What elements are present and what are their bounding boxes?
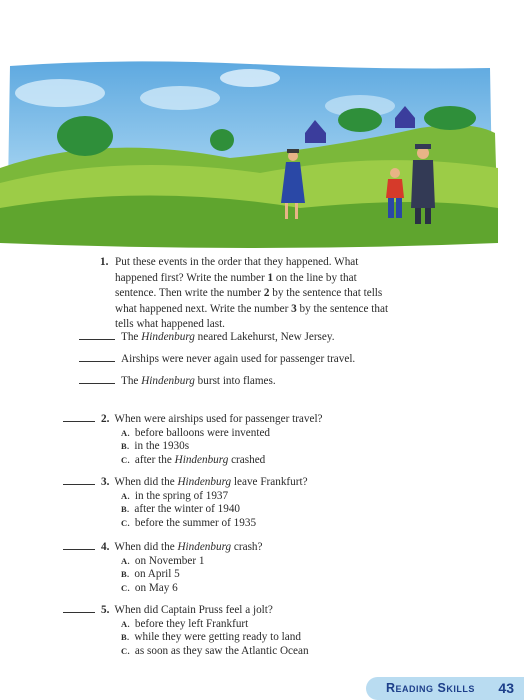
illustration bbox=[0, 58, 500, 258]
question-3 bbox=[63, 475, 308, 530]
option-b: B. after the winter of 1940 bbox=[121, 503, 241, 516]
answer-blank[interactable] bbox=[63, 603, 95, 613]
option-a: A. before they left Frankfurt bbox=[121, 617, 249, 630]
option-b: B. while they were getting ready to land bbox=[121, 631, 301, 644]
option-c: C. before the summer of 1935 bbox=[121, 516, 257, 529]
answer-blank[interactable] bbox=[79, 352, 115, 362]
option-c: C. as soon as they saw the Atlantic Ocean bbox=[121, 644, 309, 657]
question-number: 1. bbox=[100, 256, 109, 268]
option-a: A. on November 1 bbox=[121, 554, 205, 567]
question-line: 4. When did the Hindenburg crash? bbox=[63, 540, 263, 555]
question-5 bbox=[63, 603, 309, 658]
question-1 bbox=[100, 255, 400, 333]
footer-tab bbox=[366, 677, 524, 700]
answer-blank[interactable] bbox=[63, 475, 95, 485]
option-b: B. in the 1930s bbox=[121, 440, 190, 453]
answer-blank[interactable] bbox=[79, 330, 115, 340]
page-number: 43 bbox=[498, 680, 514, 696]
question-line: 5. When did Captain Pruss feel a jolt? bbox=[63, 603, 309, 618]
question-4 bbox=[63, 540, 263, 595]
answer-blank[interactable] bbox=[63, 412, 95, 422]
option-a: A. in the spring of 1937 bbox=[121, 489, 229, 502]
question-line: 3. When did the Hindenburg leave Frankfurt? bbox=[63, 475, 308, 490]
option-c: C. after the Hindenburg crashed bbox=[121, 453, 266, 466]
section-label: Reading Skills bbox=[386, 681, 475, 695]
sequence-item-2: Airships were never again used for passenger travel. bbox=[79, 352, 355, 366]
question-2 bbox=[63, 412, 323, 467]
option-b: B. on April 5 bbox=[121, 568, 180, 581]
sequence-item-1: The Hindenburg neared Lakehurst, New Jersey. bbox=[79, 330, 335, 344]
option-a: A. before balloons were invented bbox=[121, 426, 271, 439]
sequence-item-3: The Hindenburg burst into flames. bbox=[79, 374, 276, 388]
answer-blank[interactable] bbox=[79, 374, 115, 384]
answer-blank[interactable] bbox=[63, 540, 95, 550]
question-line: 2. When were airships used for passenger travel? bbox=[63, 412, 323, 427]
question-text: Put these events in the order that they happened. What happened first? Write the number 1 on the line by that sentence. Then write the number 2 by the sentence that tells what happened next. Write the number 3 by the sentence that tells what happened last. bbox=[115, 256, 389, 330]
option-c: C. on May 6 bbox=[121, 581, 178, 594]
